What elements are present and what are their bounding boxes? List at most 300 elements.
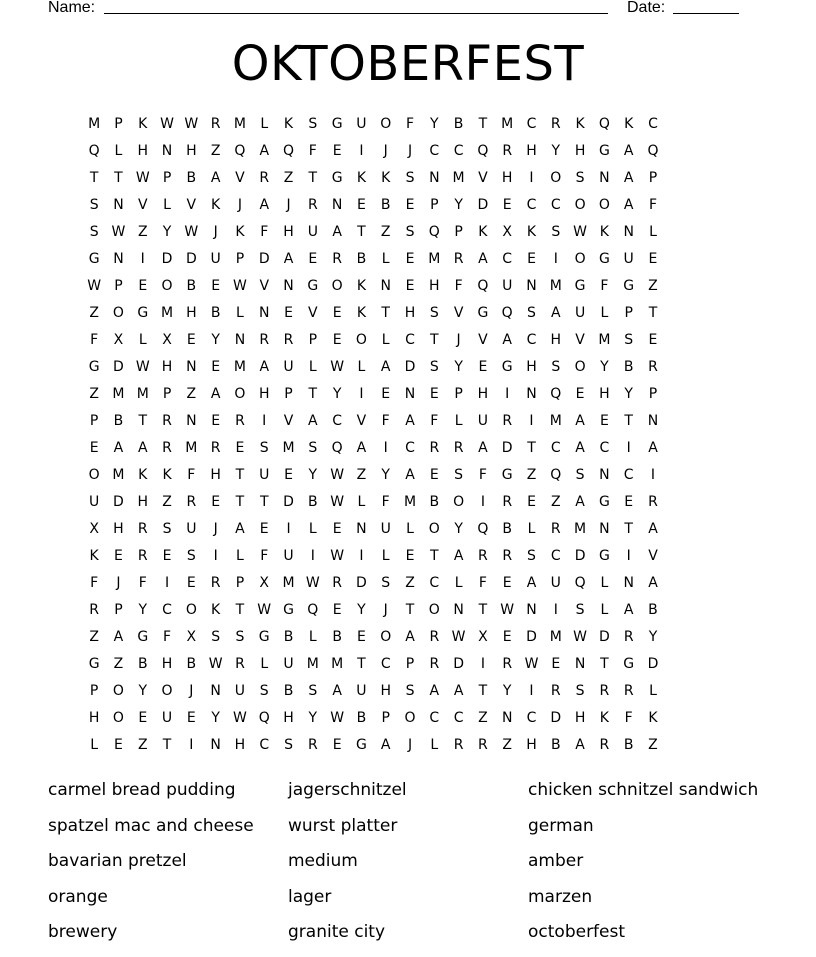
grid-cell: K (138, 116, 148, 132)
grid-cell: B (502, 521, 512, 537)
grid-cell: Q (598, 116, 610, 132)
grid-cell: N (380, 278, 391, 294)
grid-cell: W (500, 602, 515, 618)
grid-cell: P (454, 386, 463, 402)
date-field-line[interactable] (673, 13, 739, 14)
grid-cell: I (286, 521, 291, 537)
grid-cell: S (186, 548, 196, 564)
grid-cell: A (551, 305, 561, 321)
grid-cell: C (429, 143, 440, 159)
grid-cell: M (549, 629, 562, 645)
grid-cell: H (550, 332, 562, 348)
grid-cell: K (575, 116, 585, 132)
grid-cell: H (113, 521, 124, 537)
grid-cell: E (211, 413, 221, 429)
grid-cell: I (626, 548, 631, 564)
grid-cell: D (550, 710, 562, 726)
grid-cell: L (454, 575, 463, 591)
grid-cell: K (235, 224, 245, 240)
grid-cell: T (235, 467, 245, 483)
grid-cell: V (308, 305, 318, 321)
grid-cell: Y (308, 710, 318, 726)
grid-cell: A (113, 629, 124, 645)
date-label: Date: (627, 0, 666, 16)
grid-cell: R (429, 440, 440, 456)
grid-cell: I (553, 251, 558, 267)
grid-cell: Q (88, 143, 100, 159)
grid-cell: E (332, 602, 342, 618)
grid-cell: A (210, 170, 221, 186)
grid-cell: L (308, 521, 317, 537)
word-list-item: brewery (48, 922, 118, 942)
grid-cell: A (113, 440, 124, 456)
grid-cell: Z (137, 224, 148, 240)
grid-cell: L (381, 548, 390, 564)
grid-cell: A (259, 197, 270, 213)
grid-cell: Z (137, 737, 148, 753)
grid-cell: I (553, 602, 558, 618)
grid-cell: B (623, 359, 634, 375)
grid-cell: J (213, 521, 218, 537)
grid-cell: K (211, 602, 221, 618)
grid-cell: B (186, 656, 197, 672)
grid-cell: L (357, 494, 366, 510)
grid-cell: M (403, 494, 417, 510)
grid-cell: A (526, 575, 537, 591)
grid-cell: O (404, 710, 416, 726)
grid-row (82, 273, 742, 300)
grid-cell: F (381, 494, 390, 510)
grid-cell: N (526, 602, 537, 618)
grid-cell: B (283, 683, 294, 699)
grid-cell: S (527, 548, 536, 564)
grid-cell: E (356, 197, 366, 213)
grid-cell: E (575, 386, 585, 402)
grid-cell: F (648, 197, 657, 213)
grid-cell: M (282, 440, 295, 456)
grid-cell: K (211, 197, 221, 213)
grid-cell: H (404, 305, 416, 321)
grid-cell: D (404, 359, 416, 375)
grid-cell: K (624, 116, 634, 132)
grid-cell: G (331, 170, 343, 186)
grid-cell: C (550, 197, 561, 213)
grid-cell: R (307, 197, 318, 213)
grid-cell: G (501, 467, 513, 483)
grid-cell: F (187, 467, 196, 483)
grid-cell: R (210, 116, 221, 132)
grid-cell: A (429, 683, 440, 699)
grid-cell: R (502, 413, 513, 429)
grid-cell: I (383, 440, 388, 456)
grid-cell: O (380, 116, 392, 132)
grid-cell: H (210, 467, 221, 483)
grid-cell: R (210, 575, 221, 591)
grid-row (82, 138, 742, 165)
grid-cell: L (600, 575, 609, 591)
grid-cell: F (600, 278, 609, 294)
grid-cell: I (529, 170, 534, 186)
grid-cell: P (454, 224, 463, 240)
name-field-line[interactable] (104, 13, 608, 14)
grid-cell: H (574, 710, 586, 726)
grid-cell: J (213, 224, 218, 240)
grid-cell: L (260, 116, 269, 132)
grid-cell: N (501, 710, 513, 726)
grid-cell: S (308, 116, 318, 132)
grid-cell: E (186, 710, 196, 726)
grid-cell: U (380, 521, 391, 537)
grid-cell: T (381, 305, 390, 321)
grid-cell: W (257, 602, 272, 618)
grid-cell: P (405, 656, 415, 672)
grid-cell: G (307, 278, 319, 294)
grid-cell: C (526, 710, 537, 726)
grid-cell: K (138, 467, 148, 483)
grid-cell: R (89, 602, 100, 618)
grid-cell: R (502, 494, 513, 510)
grid-cell: L (406, 521, 414, 537)
grid-cell: T (648, 305, 658, 321)
grid-cell: H (137, 143, 148, 159)
grid-cell: L (454, 413, 463, 429)
grid-cell: P (114, 602, 123, 618)
grid-cell: Q (234, 143, 246, 159)
grid-cell: B (356, 710, 367, 726)
grid-cell: H (283, 710, 294, 726)
grid-cell: T (138, 413, 148, 429)
grid-cell: V (478, 170, 488, 186)
grid-cell: M (501, 116, 514, 132)
grid-cell: E (502, 197, 512, 213)
grid-cell: M (233, 359, 246, 375)
grid-cell: A (380, 359, 391, 375)
grid-cell: P (381, 710, 390, 726)
grid-cell: W (87, 278, 102, 294)
word-list-item: carmel bread pudding (48, 780, 236, 800)
grid-cell: P (162, 386, 172, 402)
grid-cell: P (114, 116, 123, 132)
grid-cell: G (477, 305, 489, 321)
grid-cell: P (162, 170, 172, 186)
grid-cell: D (574, 548, 586, 564)
grid-cell: U (356, 116, 367, 132)
grid-cell: K (162, 467, 172, 483)
grid-row (82, 543, 742, 570)
grid-cell: M (306, 656, 319, 672)
grid-cell: L (649, 224, 657, 240)
grid-cell: R (186, 494, 197, 510)
grid-cell: N (623, 575, 634, 591)
grid-row (82, 381, 742, 408)
word-list-item: medium (288, 851, 358, 871)
grid-cell: M (428, 251, 441, 267)
grid-cell: S (429, 359, 439, 375)
grid-cell: L (138, 332, 147, 348)
grid-row (82, 192, 742, 219)
grid-cell: A (623, 170, 634, 186)
grid-cell: U (307, 224, 318, 240)
grid-cell: C (162, 602, 172, 618)
grid-cell: K (356, 305, 366, 321)
grid-cell: E (332, 521, 342, 537)
grid-cell: Y (600, 359, 609, 375)
grid-cell: E (259, 521, 269, 537)
grid-cell: S (284, 737, 293, 753)
grid-cell: D (356, 575, 367, 591)
grid-cell: L (236, 305, 244, 321)
grid-cell: E (599, 413, 609, 429)
grid-cell: K (599, 710, 609, 726)
grid-cell: T (308, 170, 318, 186)
grid-cell: L (649, 683, 657, 699)
grid-cell: U (477, 413, 489, 429)
grid-cell: I (262, 413, 267, 429)
grid-cell: A (453, 683, 464, 699)
grid-cell: Y (648, 629, 658, 645)
grid-cell: G (598, 143, 610, 159)
grid-cell: R (235, 413, 245, 429)
grid-cell: U (186, 521, 197, 537)
grid-cell: O (550, 170, 562, 186)
grid-cell: H (234, 737, 246, 753)
grid-cell: Z (186, 386, 197, 402)
grid-cell: E (332, 332, 342, 348)
word-list-item: lager (288, 887, 332, 907)
grid-cell: A (623, 197, 634, 213)
grid-cell: D (453, 656, 464, 672)
grid-cell: V (283, 413, 294, 429)
grid-row (82, 732, 742, 759)
grid-cell: A (283, 251, 294, 267)
grid-cell: L (308, 359, 317, 375)
grid-cell: Y (162, 224, 172, 240)
grid-row (82, 327, 742, 354)
grid-cell: Z (113, 656, 124, 672)
grid-cell: T (405, 602, 415, 618)
grid-cell: P (648, 386, 658, 402)
grid-cell: Z (502, 737, 512, 753)
grid-cell: S (575, 683, 585, 699)
grid-cell: G (88, 656, 100, 672)
grid-cell: R (478, 737, 488, 753)
grid-cell: H (161, 359, 173, 375)
grid-row (82, 354, 742, 381)
grid-cell: R (623, 629, 634, 645)
grid-cell: E (429, 386, 439, 402)
grid-cell: M (185, 440, 198, 456)
grid-cell: R (235, 656, 245, 672)
grid-cell: Z (162, 494, 172, 510)
grid-cell: I (140, 251, 145, 267)
grid-cell: Z (405, 575, 415, 591)
grid-cell: E (186, 332, 196, 348)
grid-cell: R (599, 683, 610, 699)
grid-cell: E (138, 710, 148, 726)
grid-cell: P (624, 305, 633, 321)
grid-cell: C (405, 440, 415, 456)
grid-cell: Y (430, 116, 439, 132)
grid-cell: S (89, 197, 99, 213)
grid-cell: O (574, 251, 586, 267)
grid-cell: N (210, 683, 221, 699)
grid-cell: C (405, 332, 415, 348)
grid-cell: A (356, 440, 367, 456)
grid-cell: F (163, 629, 172, 645)
grid-cell: E (478, 359, 488, 375)
grid-cell: F (381, 413, 390, 429)
grid-cell: Y (381, 467, 390, 483)
word-list-item: octoberfest (528, 922, 626, 942)
grid-cell: U (234, 683, 246, 699)
grid-cell: I (359, 386, 364, 402)
grid-cell: L (600, 305, 609, 321)
grid-cell: M (549, 413, 562, 429)
grid-cell: E (551, 656, 561, 672)
grid-cell: Z (648, 737, 658, 753)
grid-cell: N (574, 656, 586, 672)
grid-row (82, 408, 742, 435)
grid-cell: A (478, 251, 488, 267)
grid-cell: R (453, 251, 464, 267)
grid-cell: I (359, 548, 364, 564)
grid-cell: P (430, 197, 439, 213)
grid-cell: V (453, 305, 464, 321)
grid-cell: E (186, 575, 196, 591)
grid-cell: R (502, 548, 513, 564)
grid-cell: U (623, 251, 634, 267)
grid-cell: B (550, 737, 561, 753)
grid-cell: W (330, 359, 345, 375)
grid-cell: A (210, 386, 221, 402)
grid-cell: F (260, 224, 269, 240)
grid-cell: S (405, 683, 415, 699)
grid-cell: L (381, 332, 390, 348)
grid-cell: V (235, 170, 245, 186)
grid-cell: M (598, 332, 611, 348)
grid-cell: K (381, 170, 391, 186)
grid-cell: J (189, 683, 194, 699)
grid-cell: M (331, 656, 344, 672)
grid-cell: A (332, 224, 342, 240)
grid-cell: K (356, 278, 366, 294)
grid-cell: E (211, 359, 221, 375)
grid-row (82, 300, 742, 327)
grid-cell: R (283, 332, 294, 348)
grid-cell: T (478, 116, 488, 132)
grid-cell: L (381, 251, 390, 267)
grid-cell: N (526, 278, 537, 294)
grid-cell: R (332, 251, 342, 267)
grid-cell: X (162, 332, 172, 348)
grid-cell: U (502, 278, 513, 294)
grid-cell: Y (211, 710, 220, 726)
grid-cell: O (380, 629, 392, 645)
grid-cell: N (210, 737, 221, 753)
grid-cell: G (598, 251, 610, 267)
grid-cell: Q (647, 143, 659, 159)
grid-cell: H (283, 224, 294, 240)
grid-cell: R (307, 737, 318, 753)
grid-cell: C (453, 710, 464, 726)
grid-cell: O (112, 710, 124, 726)
grid-cell: S (381, 575, 391, 591)
grid-cell: A (405, 413, 415, 429)
grid-cell: E (527, 251, 536, 267)
grid-cell: Y (454, 197, 463, 213)
grid-cell: U (283, 359, 294, 375)
grid-cell: F (90, 575, 99, 591)
grid-cell: C (259, 737, 270, 753)
grid-cell: T (308, 386, 318, 402)
grid-cell: T (624, 413, 633, 429)
grid-cell: W (233, 278, 247, 294)
grid-cell: W (330, 548, 345, 564)
grid-cell: O (161, 278, 173, 294)
grid-cell: S (259, 683, 269, 699)
grid-cell: E (162, 548, 172, 564)
grid-cell: W (135, 359, 150, 375)
grid-cell: N (404, 386, 416, 402)
grid-cell: D (161, 251, 173, 267)
grid-cell: S (624, 332, 634, 348)
grid-cell: T (89, 170, 99, 186)
grid-cell: T (162, 737, 172, 753)
grid-cell: C (429, 710, 440, 726)
grid-cell: C (526, 332, 537, 348)
grid-cell: G (623, 656, 635, 672)
word-list-item: amber (528, 851, 584, 871)
grid-cell: Z (526, 467, 537, 483)
grid-cell: O (112, 305, 124, 321)
grid-cell: Z (89, 629, 99, 645)
grid-cell: W (330, 710, 345, 726)
word-list-item: chicken schnitzel sandwich (528, 780, 759, 800)
grid-cell: O (234, 386, 246, 402)
word-list-item: wurst platter (288, 815, 398, 836)
grid-cell: M (233, 116, 246, 132)
grid-row (82, 651, 742, 678)
grid-cell: P (89, 683, 99, 699)
grid-cell: E (429, 467, 439, 483)
grid-cell: Y (211, 332, 220, 348)
grid-cell: C (599, 440, 610, 456)
grid-row (82, 435, 742, 462)
grid-cell: E (624, 494, 634, 510)
grid-cell: L (357, 359, 366, 375)
grid-cell: A (502, 332, 512, 348)
grid-cell: M (112, 386, 125, 402)
grid-cell: N (234, 332, 246, 348)
grid-row (82, 624, 742, 651)
grid-row (82, 597, 742, 624)
grid-cell: E (308, 251, 318, 267)
word-list-item: marzen (528, 887, 593, 907)
grid-cell: C (332, 413, 342, 429)
grid-cell: W (135, 170, 150, 186)
grid-cell: M (160, 305, 174, 321)
grid-cell: E (211, 494, 221, 510)
grid-cell: W (160, 116, 174, 132)
grid-cell: G (355, 737, 367, 753)
grid-cell: F (90, 332, 99, 348)
grid-cell: S (575, 602, 585, 618)
grid-cell: N (186, 359, 197, 375)
grid-cell: Q (428, 224, 440, 240)
grid-cell: U (89, 494, 100, 510)
grid-cell: H (258, 386, 270, 402)
grid-cell: P (235, 251, 245, 267)
